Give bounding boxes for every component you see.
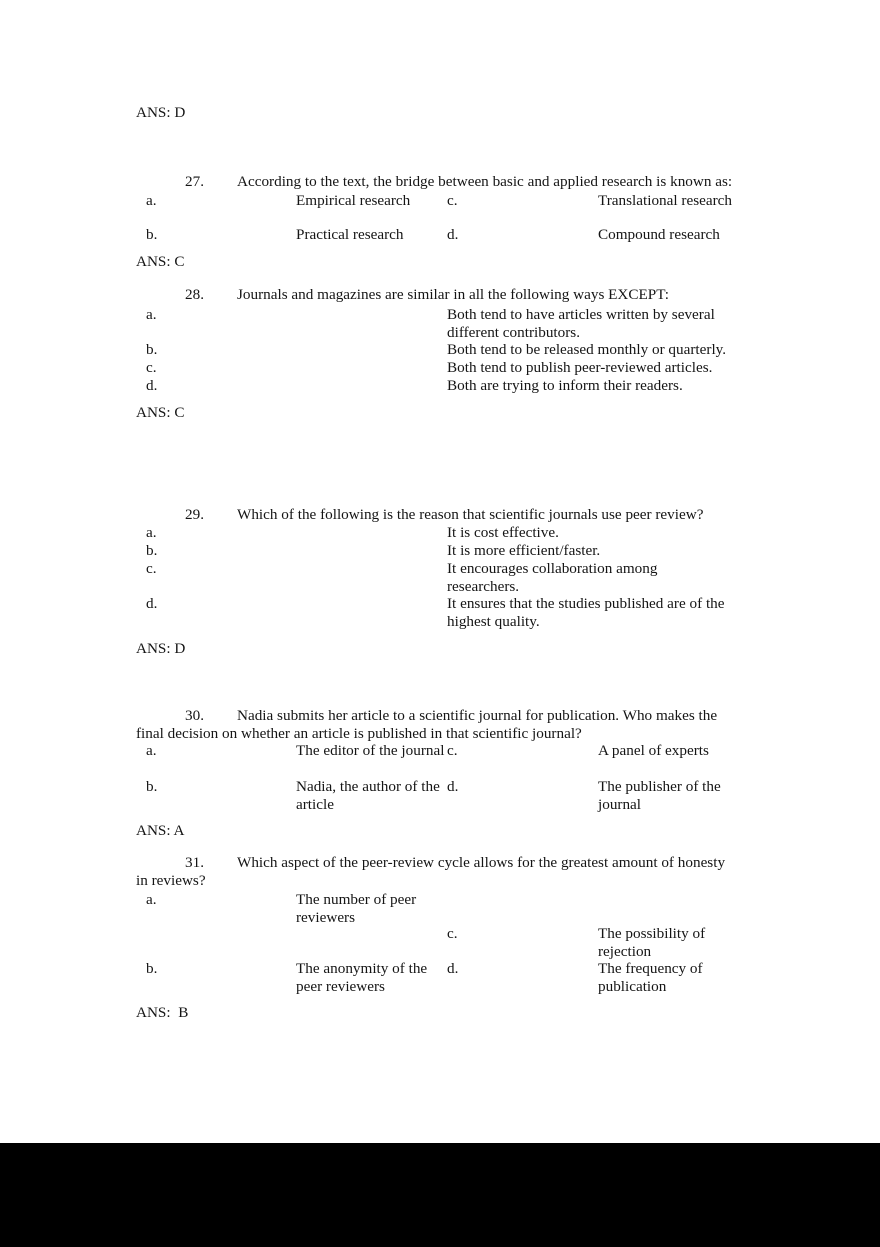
question-28-option-a-letter[interactable]: a. (146, 306, 157, 323)
question-27-option-c-letter[interactable]: c. (447, 192, 458, 209)
question-28-stem: Journals and magazines are similar in all the following ways EXCEPT: (237, 286, 669, 303)
question-28-option-c-text[interactable]: Both tend to publish peer-reviewed articles. (447, 359, 713, 376)
question-28-option-a-text[interactable]: Both tend to have articles written by several different contributors. (447, 306, 719, 341)
page-bottom-black-bar (0, 1143, 880, 1247)
question-29-option-a-letter[interactable]: a. (146, 524, 157, 541)
question-31-option-c-letter[interactable]: c. (447, 925, 458, 942)
question-31-option-d-text[interactable]: The frequency of publication (598, 960, 707, 995)
question-30-number: 30. (185, 707, 204, 724)
question-29-stem: Which of the following is the reason that scientific journals use peer review? (237, 506, 704, 523)
question-29-option-b-letter[interactable]: b. (146, 542, 158, 559)
question-30-option-c-letter[interactable]: c. (447, 742, 458, 759)
question-30-option-c-text[interactable]: A panel of experts (598, 742, 709, 759)
question-27-option-d-text[interactable]: Compound research (598, 226, 720, 243)
question-30-stem-continuation: final decision on whether an article is published in that scientific journal? (136, 725, 582, 742)
question-27-stem: According to the text, the bridge between basic and applied research is known as: (237, 173, 733, 190)
question-31-option-d-letter[interactable]: d. (447, 960, 459, 977)
question-30-answer: ANS: A (136, 822, 185, 839)
question-31-option-b-letter[interactable]: b. (146, 960, 158, 977)
question-31-stem-continuation: in reviews? (136, 872, 206, 889)
question-29-option-a-text[interactable]: It is cost effective. (447, 524, 559, 541)
question-27-answer: ANS: C (136, 253, 185, 270)
question-27-option-a-text[interactable]: Empirical research (296, 192, 411, 209)
question-31-option-c-text[interactable]: The possibility of rejection (598, 925, 709, 960)
question-31-number: 31. (185, 854, 204, 871)
question-27-option-b-letter[interactable]: b. (146, 226, 158, 243)
question-27-option-d-letter[interactable]: d. (447, 226, 459, 243)
question-29-option-d-letter[interactable]: d. (146, 595, 158, 612)
question-29-option-c-letter[interactable]: c. (146, 560, 157, 577)
question-30-option-d-text[interactable]: The publisher of the journal (598, 778, 725, 813)
question-29-option-b-text[interactable]: It is more efficient/faster. (447, 542, 601, 559)
question-29-number: 29. (185, 506, 204, 523)
question-31-stem: Which aspect of the peer-review cycle allows for the greatest amount of honesty (237, 854, 726, 871)
question-31-option-b-text[interactable]: The anonymity of the peer reviewers (296, 960, 431, 995)
question-27-option-c-text[interactable]: Translational research (598, 192, 732, 209)
question-29-option-d-text[interactable]: It ensures that the studies published are of the highest quality. (447, 595, 729, 630)
question-30-option-a-letter[interactable]: a. (146, 742, 157, 759)
question-28-answer: ANS: C (136, 404, 185, 421)
question-28-option-b-letter[interactable]: b. (146, 341, 158, 358)
question-28-number: 28. (185, 286, 204, 303)
question-30-option-b-text[interactable]: Nadia, the author of the article (296, 778, 444, 813)
question-28-option-b-text[interactable]: Both tend to be released monthly or quarterly. (447, 341, 727, 358)
question-30-option-d-letter[interactable]: d. (447, 778, 459, 795)
question-28-option-c-letter[interactable]: c. (146, 359, 157, 376)
question-31-option-a-letter[interactable]: a. (146, 891, 157, 908)
question-31-answer: ANS: B (136, 1004, 189, 1021)
answer-line-top: ANS: D (136, 104, 186, 121)
question-30-option-b-letter[interactable]: b. (146, 778, 158, 795)
question-28-option-d-letter[interactable]: d. (146, 377, 158, 394)
question-27-option-b-text[interactable]: Practical research (296, 226, 404, 243)
question-28-option-d-text[interactable]: Both are trying to inform their readers. (447, 377, 683, 394)
question-29-option-c-text[interactable]: It encourages collaboration among researchers. (447, 560, 662, 595)
question-27-option-a-letter[interactable]: a. (146, 192, 157, 209)
question-30-stem: Nadia submits her article to a scientific journal for publication. Who makes the (237, 707, 718, 724)
question-30-option-a-text[interactable]: The editor of the journal (296, 742, 445, 759)
question-27-number: 27. (185, 173, 204, 190)
question-29-answer: ANS: D (136, 640, 186, 657)
question-31-option-a-text[interactable]: The number of peer reviewers (296, 891, 420, 926)
